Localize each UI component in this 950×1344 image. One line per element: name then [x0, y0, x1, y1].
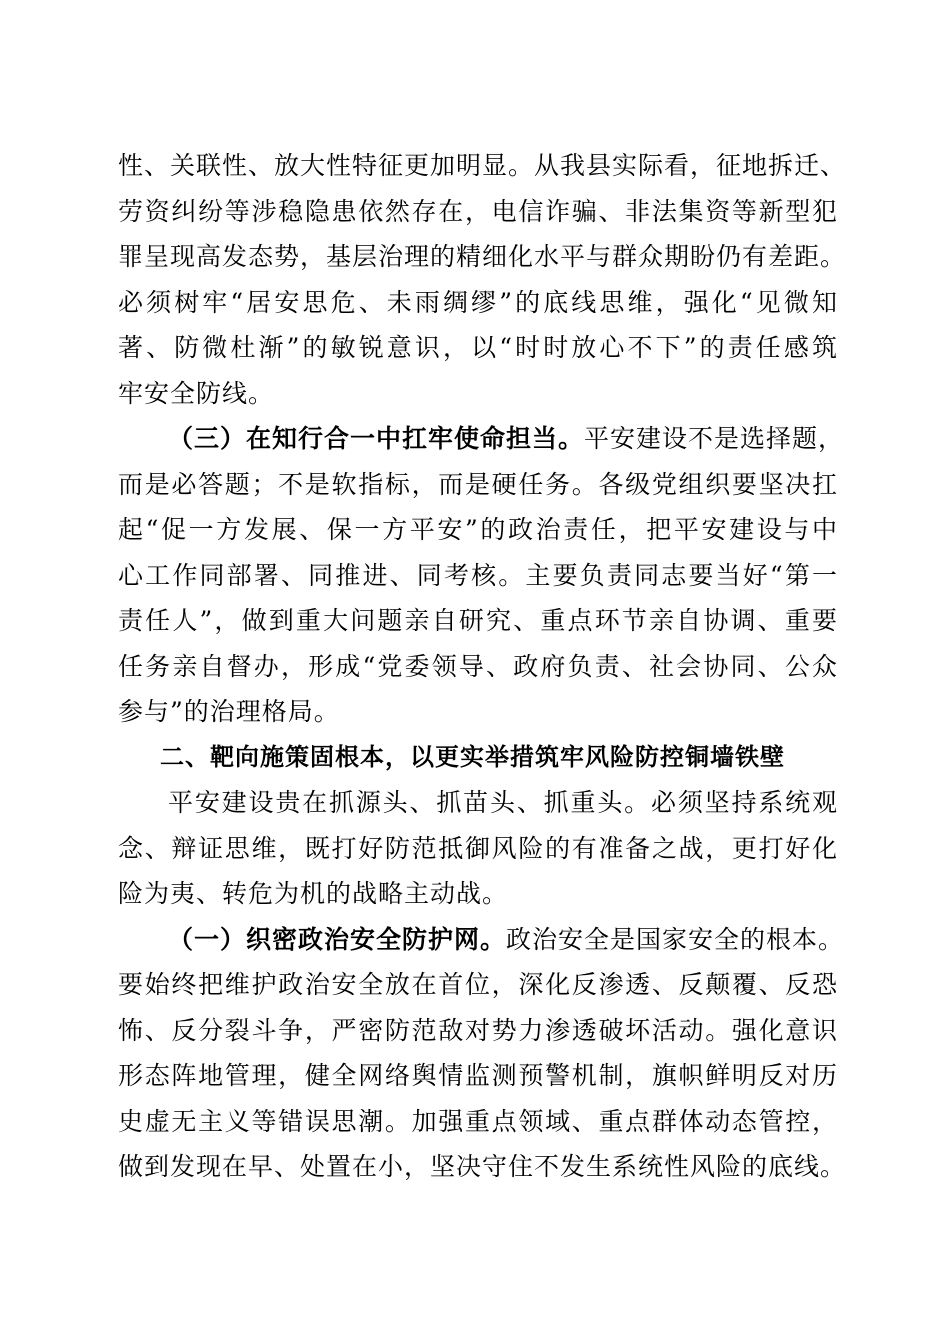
text-line	[118, 917, 845, 963]
text-line	[118, 416, 845, 462]
text-line: 罪呈现高发态势，基层治理的精细化水平与群众期盼仍有差距。	[118, 242, 847, 271]
text-line: 任务亲自督办，形成“党委领导、政府负责、社会协同、公众	[118, 651, 838, 681]
text-line: 必须树牢“居安思危、未雨绸缪”的底线思维，强化“见微知	[118, 287, 838, 317]
paragraph-mission-responsibility	[118, 416, 845, 735]
paragraph-political-security	[118, 917, 847, 1190]
text-fragment: 平安建设不是选择题，	[584, 424, 845, 453]
section-heading: 二、靶向施策固根本，以更实举措筑牢风险防控铜墙铁壁	[160, 742, 785, 771]
text-line: 平安建设贵在抓源头、抓苗头、抓重头。必须坚持系统观	[168, 788, 838, 817]
subheading-three: （三）在知行合一中扛牢使命担当。	[168, 424, 585, 453]
text-line: 做到发现在早、处置在小，坚决守住不发生系统性风险的底线。	[118, 1152, 847, 1181]
text-line: 念、辩证思维，既打好防范抵御风险的有准备之战，更打好化	[118, 833, 838, 863]
paragraph-source-control	[118, 780, 838, 917]
text-line: 心工作同部署、同推进、同考核。主要负责同志要当好“第一	[118, 560, 838, 590]
paragraph-risk-awareness	[118, 143, 847, 416]
subheading-one: （一）织密政治安全防护网。	[168, 924, 507, 954]
text-fragment: 政治安全是国家安全的根本。	[506, 924, 845, 954]
text-line: 形态阵地管理，健全网络舆情监测预警机制，旗帜鲜明反对历	[118, 1061, 838, 1090]
text-line: 牢安全防线。	[118, 378, 275, 408]
text-line: 责任人”，做到重大问题亲自研究、重点环节亲自协调、重要	[118, 606, 838, 635]
text-line: 险为夷、转危为机的战略主动战。	[118, 879, 509, 908]
document-page	[118, 143, 847, 1190]
text-line: 性、关联性、放大性特征更加明显。从我县实际看，征地拆迁、	[118, 151, 847, 180]
text-line: 史虚无主义等错误思潮。加强重点领域、重点群体动态管控，	[118, 1106, 838, 1136]
text-line: 著、防微杜渐”的敏锐意识，以“时时放心不下”的责任感筑	[118, 333, 838, 362]
text-line: 起“促一方发展、保一方平安”的政治责任，把平安建设与中	[118, 515, 838, 544]
text-line: 劳资纠纷等涉稳隐患依然存在，电信诈骗、非法集资等新型犯	[118, 196, 838, 226]
text-line: 参与”的治理格局。	[118, 697, 340, 726]
text-line: 怖、反分裂斗争，严密防范敌对势力渗透破坏活动。强化意识	[118, 1015, 838, 1045]
text-line: 要始终把维护政治安全放在首位，深化反渗透、反颠覆、反恐	[118, 970, 838, 999]
text-line: 而是必答题；不是软指标，而是硬任务。各级党组织要坚决扛	[118, 469, 838, 499]
